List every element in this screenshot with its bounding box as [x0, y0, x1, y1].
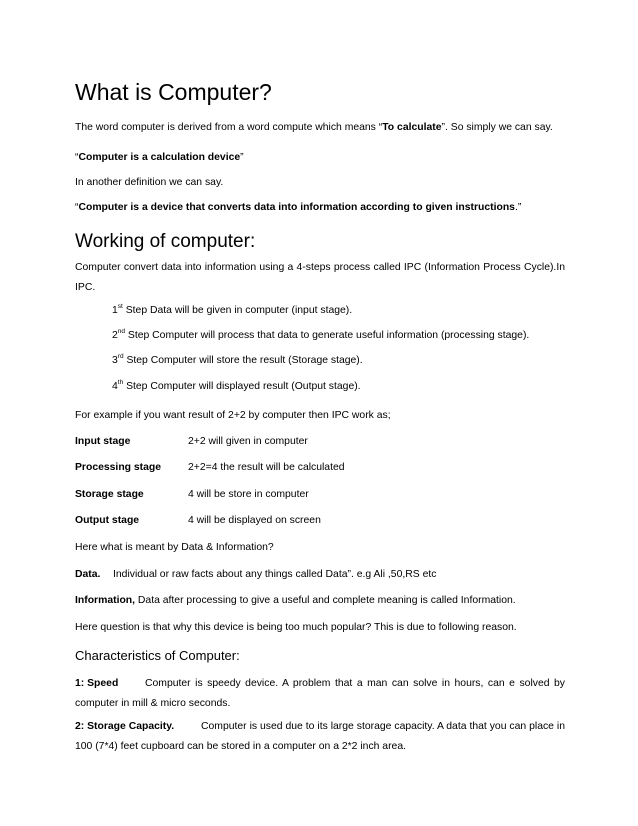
quote-close: .”: [514, 202, 522, 213]
stage-label: Input stage: [75, 436, 131, 447]
quote-open: “: [75, 202, 79, 213]
step-number: 4: [112, 381, 118, 392]
definition-quote-1: [75, 148, 244, 168]
step-text: Step Computer will displayed result (Output stage).: [123, 381, 361, 392]
data-text: Individual or raw facts about any things called Data”. e.g Ali ,50,RS etc: [113, 569, 437, 580]
definition-bold: Computer is a device that converts data into information according to given instructions: [78, 202, 515, 213]
step-item: [112, 326, 529, 346]
data-label: Data.: [75, 569, 101, 580]
step-text: Step Computer will process that data to generate useful information (processing stage).: [125, 330, 530, 341]
quote-open: “: [75, 152, 79, 163]
stage-row: [75, 511, 321, 531]
definition-quote-2: [75, 198, 521, 218]
quote-close: ”: [240, 152, 244, 163]
popular-question: Here question is that why this device is being too much popular? This is due to following reason.: [75, 622, 517, 633]
data-definition: [75, 565, 436, 585]
step-ordinal: th: [117, 379, 124, 386]
stage-row: [75, 432, 308, 452]
storage-text: Computer is used due to its large storage capacity. A data that you can place in 100 (7*4) feet cupboard can be stored in a computer on a 2*2 inch area.: [75, 721, 565, 752]
step-ordinal: nd: [117, 328, 126, 335]
step-number: 2: [112, 330, 118, 341]
step-item: [112, 351, 363, 371]
storage-characteristic: [75, 717, 565, 757]
speed-characteristic: [75, 674, 565, 714]
stage-value: 4 will be displayed on screen: [188, 515, 321, 526]
section-heading-working: Working of computer:: [75, 231, 256, 252]
another-definition-text: In another definition we can say.: [75, 177, 224, 188]
stage-value: 2+2 will given in computer: [188, 436, 308, 447]
step-text: Step Data will be given in computer (input stage).: [122, 305, 353, 316]
storage-label: 2: Storage Capacity.: [75, 721, 175, 732]
stage-row: [75, 485, 309, 505]
working-paragraph: Computer convert data into information using a 4-steps process called IPC (Information Process Cycle).In IPC.: [75, 262, 565, 293]
intro-bold-term: To calculate: [382, 122, 442, 133]
stage-label: Storage stage: [75, 489, 144, 500]
intro-paragraph: [75, 118, 553, 138]
intro-text-end: ”. So simply we can say.: [441, 122, 553, 133]
meaning-question: Here what is meant by Data & Information?: [75, 542, 274, 553]
step-ordinal: rd: [117, 353, 124, 360]
speed-text: Computer is speedy device. A problem that a man can solve in hours, can e solved by computer in mill & micro seconds.: [75, 678, 565, 709]
stage-label: Processing stage: [75, 462, 162, 473]
definition-bold: Computer is a calculation device: [78, 152, 241, 163]
speed-label: 1: Speed: [75, 678, 119, 689]
stage-row: [75, 458, 345, 478]
stage-value: 2+2=4 the result will be calculated: [188, 462, 345, 473]
step-item: [112, 301, 352, 321]
information-label: Information,: [75, 595, 136, 606]
step-item: [112, 377, 361, 397]
stage-label: Output stage: [75, 515, 140, 526]
page-title: What is Computer?: [75, 79, 272, 105]
information-text: Data after processing to give a useful and complete meaning is called Information.: [135, 595, 516, 606]
stage-value: 4 will be store in computer: [188, 489, 309, 500]
intro-text: The word computer is derived from a word compute which means “: [75, 122, 383, 133]
step-number: 1: [112, 305, 118, 316]
section-heading-characteristics: Characteristics of Computer:: [75, 648, 240, 663]
example-text: For example if you want result of 2+2 by computer then IPC work as;: [75, 410, 391, 421]
step-ordinal: st: [117, 303, 123, 310]
step-number: 3: [112, 355, 118, 366]
information-definition: [75, 591, 516, 611]
step-text: Step Computer will store the result (Storage stage).: [123, 355, 363, 366]
